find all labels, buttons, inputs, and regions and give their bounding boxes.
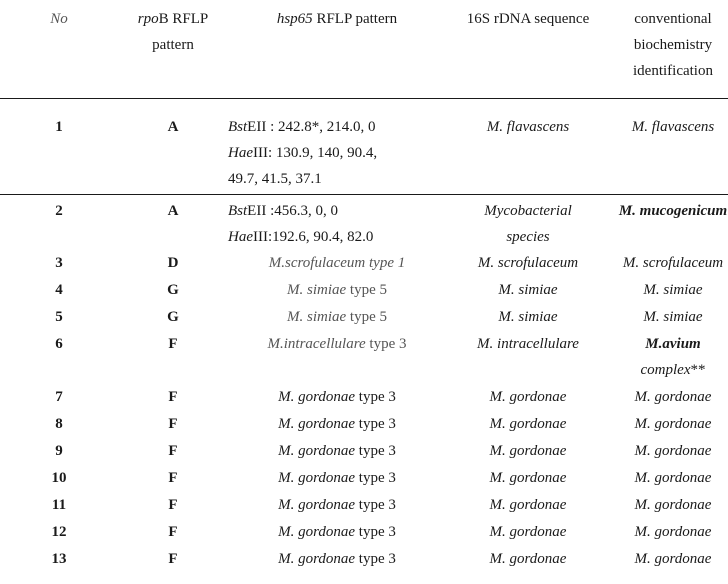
header-16s: 16S rDNA sequence: [466, 11, 590, 27]
header-rpob-line2: pattern: [152, 37, 194, 53]
row-conventional: M. gordonae: [634, 443, 712, 459]
row-16s: M. gordonae: [489, 470, 567, 486]
row-16s: M. gordonae: [489, 524, 567, 540]
row-rpob: F: [168, 416, 178, 432]
row-no: 4: [55, 282, 63, 298]
row-hsp65: M. gordonae type 3: [278, 470, 396, 486]
row-rpob: F: [168, 336, 178, 352]
row-conventional: M. gordonae: [634, 389, 712, 405]
header-conventional: conventional: [634, 11, 712, 27]
row-no: 8: [55, 416, 63, 432]
row-hsp65: M. simiae type 5: [287, 309, 387, 325]
row-16s: M. flavascens: [486, 119, 570, 135]
row-conventional: M. gordonae: [634, 497, 712, 513]
row-hsp65: M. gordonae type 3: [278, 524, 396, 540]
row-no: 3: [55, 255, 63, 271]
row-16s: M. gordonae: [489, 497, 567, 513]
row-conventional: M. gordonae: [634, 416, 712, 432]
header-rule: [0, 98, 728, 99]
row-16s-line2: species: [506, 229, 550, 245]
row-hsp65: M. gordonae type 3: [278, 497, 396, 513]
row-hsp65: M. gordonae type 3: [278, 443, 396, 459]
row-16s: M. intracellulare: [477, 336, 579, 352]
row-no: 2: [55, 203, 63, 219]
row-conventional-line2: complex**: [640, 362, 706, 378]
row-conventional: M. scrofulaceum: [622, 255, 724, 271]
row-no: 9: [55, 443, 63, 459]
row-hsp65: M. simiae type 5: [287, 282, 387, 298]
row-16s: M. gordonae: [489, 389, 567, 405]
row-conventional: M. gordonae: [634, 470, 712, 486]
row-conventional: M. flavascens: [631, 119, 715, 135]
header-rpob: rpoB RFLP: [137, 11, 209, 27]
header-identification: identification: [633, 63, 713, 79]
row-hsp65: M. gordonae type 3: [278, 551, 396, 567]
row-16s: M. gordonae: [489, 551, 567, 567]
row-no: 1: [55, 119, 63, 135]
row-conventional-line1: M.avium: [645, 336, 701, 352]
row-hsp65: M.scrofulaceum type 1: [268, 255, 406, 271]
row-hsp65-line2: HaeIII: 130.9, 140, 90.4,: [228, 145, 378, 161]
row-rpob: F: [168, 443, 178, 459]
row-rpob: G: [167, 282, 179, 298]
row-rpob: F: [168, 524, 178, 540]
row-rpob: D: [167, 255, 179, 271]
row-hsp65: M. gordonae type 3: [278, 416, 396, 432]
header-biochemistry: biochemistry: [633, 37, 713, 53]
row-16s-line1: Mycobacterial: [484, 203, 572, 219]
row-hsp65-line2: HaeIII:192.6, 90.4, 82.0: [228, 229, 374, 245]
row-hsp65-line3: 49.7, 41.5, 37.1: [228, 171, 322, 187]
row-16s: M. simiae: [498, 309, 558, 325]
row-no: 10: [51, 470, 67, 486]
row-rpob: F: [168, 497, 178, 513]
header-no: No: [50, 11, 68, 27]
row-hsp65: M. gordonae type 3: [278, 389, 396, 405]
row-conventional: M. mucogenicum: [618, 203, 728, 219]
row-16s: M. simiae: [498, 282, 558, 298]
row-no: 12: [51, 524, 67, 540]
row-hsp65-line1: BstEII :456.3, 0, 0: [228, 203, 338, 219]
row-conventional: M. simiae: [643, 282, 703, 298]
row-conventional: M. gordonae: [634, 524, 712, 540]
header-hsp65: hsp65 RFLP pattern: [276, 11, 398, 27]
row-rpob: F: [168, 551, 178, 567]
row-16s: M. gordonae: [489, 416, 567, 432]
row-hsp65-line1: BstEII : 242.8*, 214.0, 0: [228, 119, 376, 135]
row-rpob: G: [167, 309, 179, 325]
row-no: 11: [51, 497, 67, 513]
row-conventional: M. gordonae: [634, 551, 712, 567]
row-rpob: A: [167, 119, 179, 135]
row-conventional: M. simiae: [643, 309, 703, 325]
row-no: 13: [51, 551, 67, 567]
row-hsp65: M.intracellulare type 3: [267, 336, 407, 352]
row-16s: M. scrofulaceum: [477, 255, 579, 271]
row-rpob: F: [168, 389, 178, 405]
row-16s: M. gordonae: [489, 443, 567, 459]
row-rpob: F: [168, 470, 178, 486]
row-no: 6: [55, 336, 63, 352]
row-rpob: A: [167, 203, 179, 219]
row-no: 5: [55, 309, 63, 325]
row-no: 7: [55, 389, 63, 405]
row-divider: [0, 194, 728, 195]
